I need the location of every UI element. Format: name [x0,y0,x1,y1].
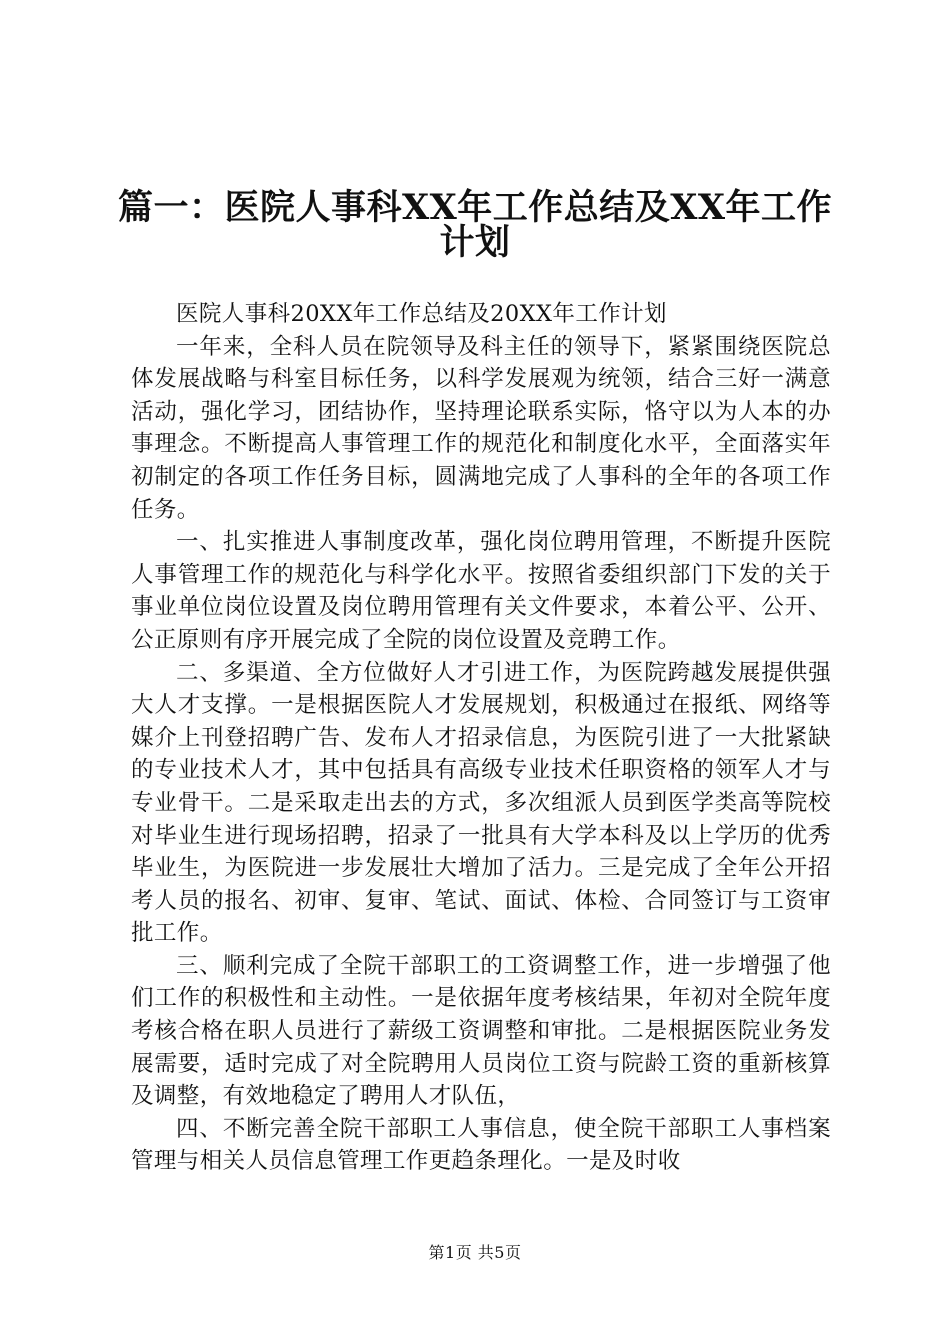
document-title-line-2: 计划 [439,222,511,263]
document-body [131,298,831,1178]
document-subtitle: 医院人事科20XX年工作总结及20XX年工作计划 [176,301,667,327]
paragraph-intro: 一年来，全科人员在院领导及科主任的领导下，紧紧围绕医院总体发展战略与科室目标任务，以科学发展观为统领，结合三好一满意活动，强化学习，团结协作，坚持理论联系实际，恪守以为人本的办事理念。不断提高人事管理工作的规范化和制度化水平，全面落实年初制定的各项工作任务目标，圆满地完成了人事科的全年的各项工作任务。 [131,333,831,523]
paragraph-section-4: 四、不断完善全院干部职工人事信息，使全院干部职工人事档案管理与相关人员信息管理工作更趋条理化。一是及时收 [131,1115,831,1175]
page-number-footer: 第1页 共5页 [428,1243,522,1262]
document-title-line-1: 篇一：医院人事科XX年工作总结及XX年工作 [117,187,833,228]
paragraph-section-2: 二、多渠道、全方位做好人才引进工作，为医院跨越发展提供强大人才支撑。一是根据医院人才发展规划，积极通过在报纸、网络等媒介上刊登招聘广告、发布人才招录信息，为医院引进了一大批紧缺的专业技术人才，其中包括具有高级专业技术任职资格的领军人才与专业骨干。二是采取走出去的方式，多次组派人员到医学类高等院校对毕业生进行现场招聘，招录了一批具有大学本科及以上学历的优秀毕业生，为医院进一步发展壮大增加了活力。三是完成了全年公开招考人员的报名、初审、复审、笔试、面试、体检、合同签订与工资审批工作。 [131,659,831,947]
paragraph-section-1: 一、扎实推进人事制度改革，强化岗位聘用管理，不断提升医院人事管理工作的规范化与科学化水平。按照省委组织部门下发的关于事业单位岗位设置及岗位聘用管理有关文件要求，本着公平、公开、公正原则有序开展完成了全院的岗位设置及竞聘工作。 [131,529,831,653]
paragraph-section-3: 三、顺利完成了全院干部职工的工资调整工作，进一步增强了他们工作的积极性和主动性。一是依据年度考核结果，年初对全院年度考核合格在职人员进行了薪级工资调整和审批。二是根据医院业务发展需要，适时完成了对全院聘用人员岗位工资与院龄工资的重新核算及调整，有效地稳定了聘用人才队伍， [131,952,831,1110]
